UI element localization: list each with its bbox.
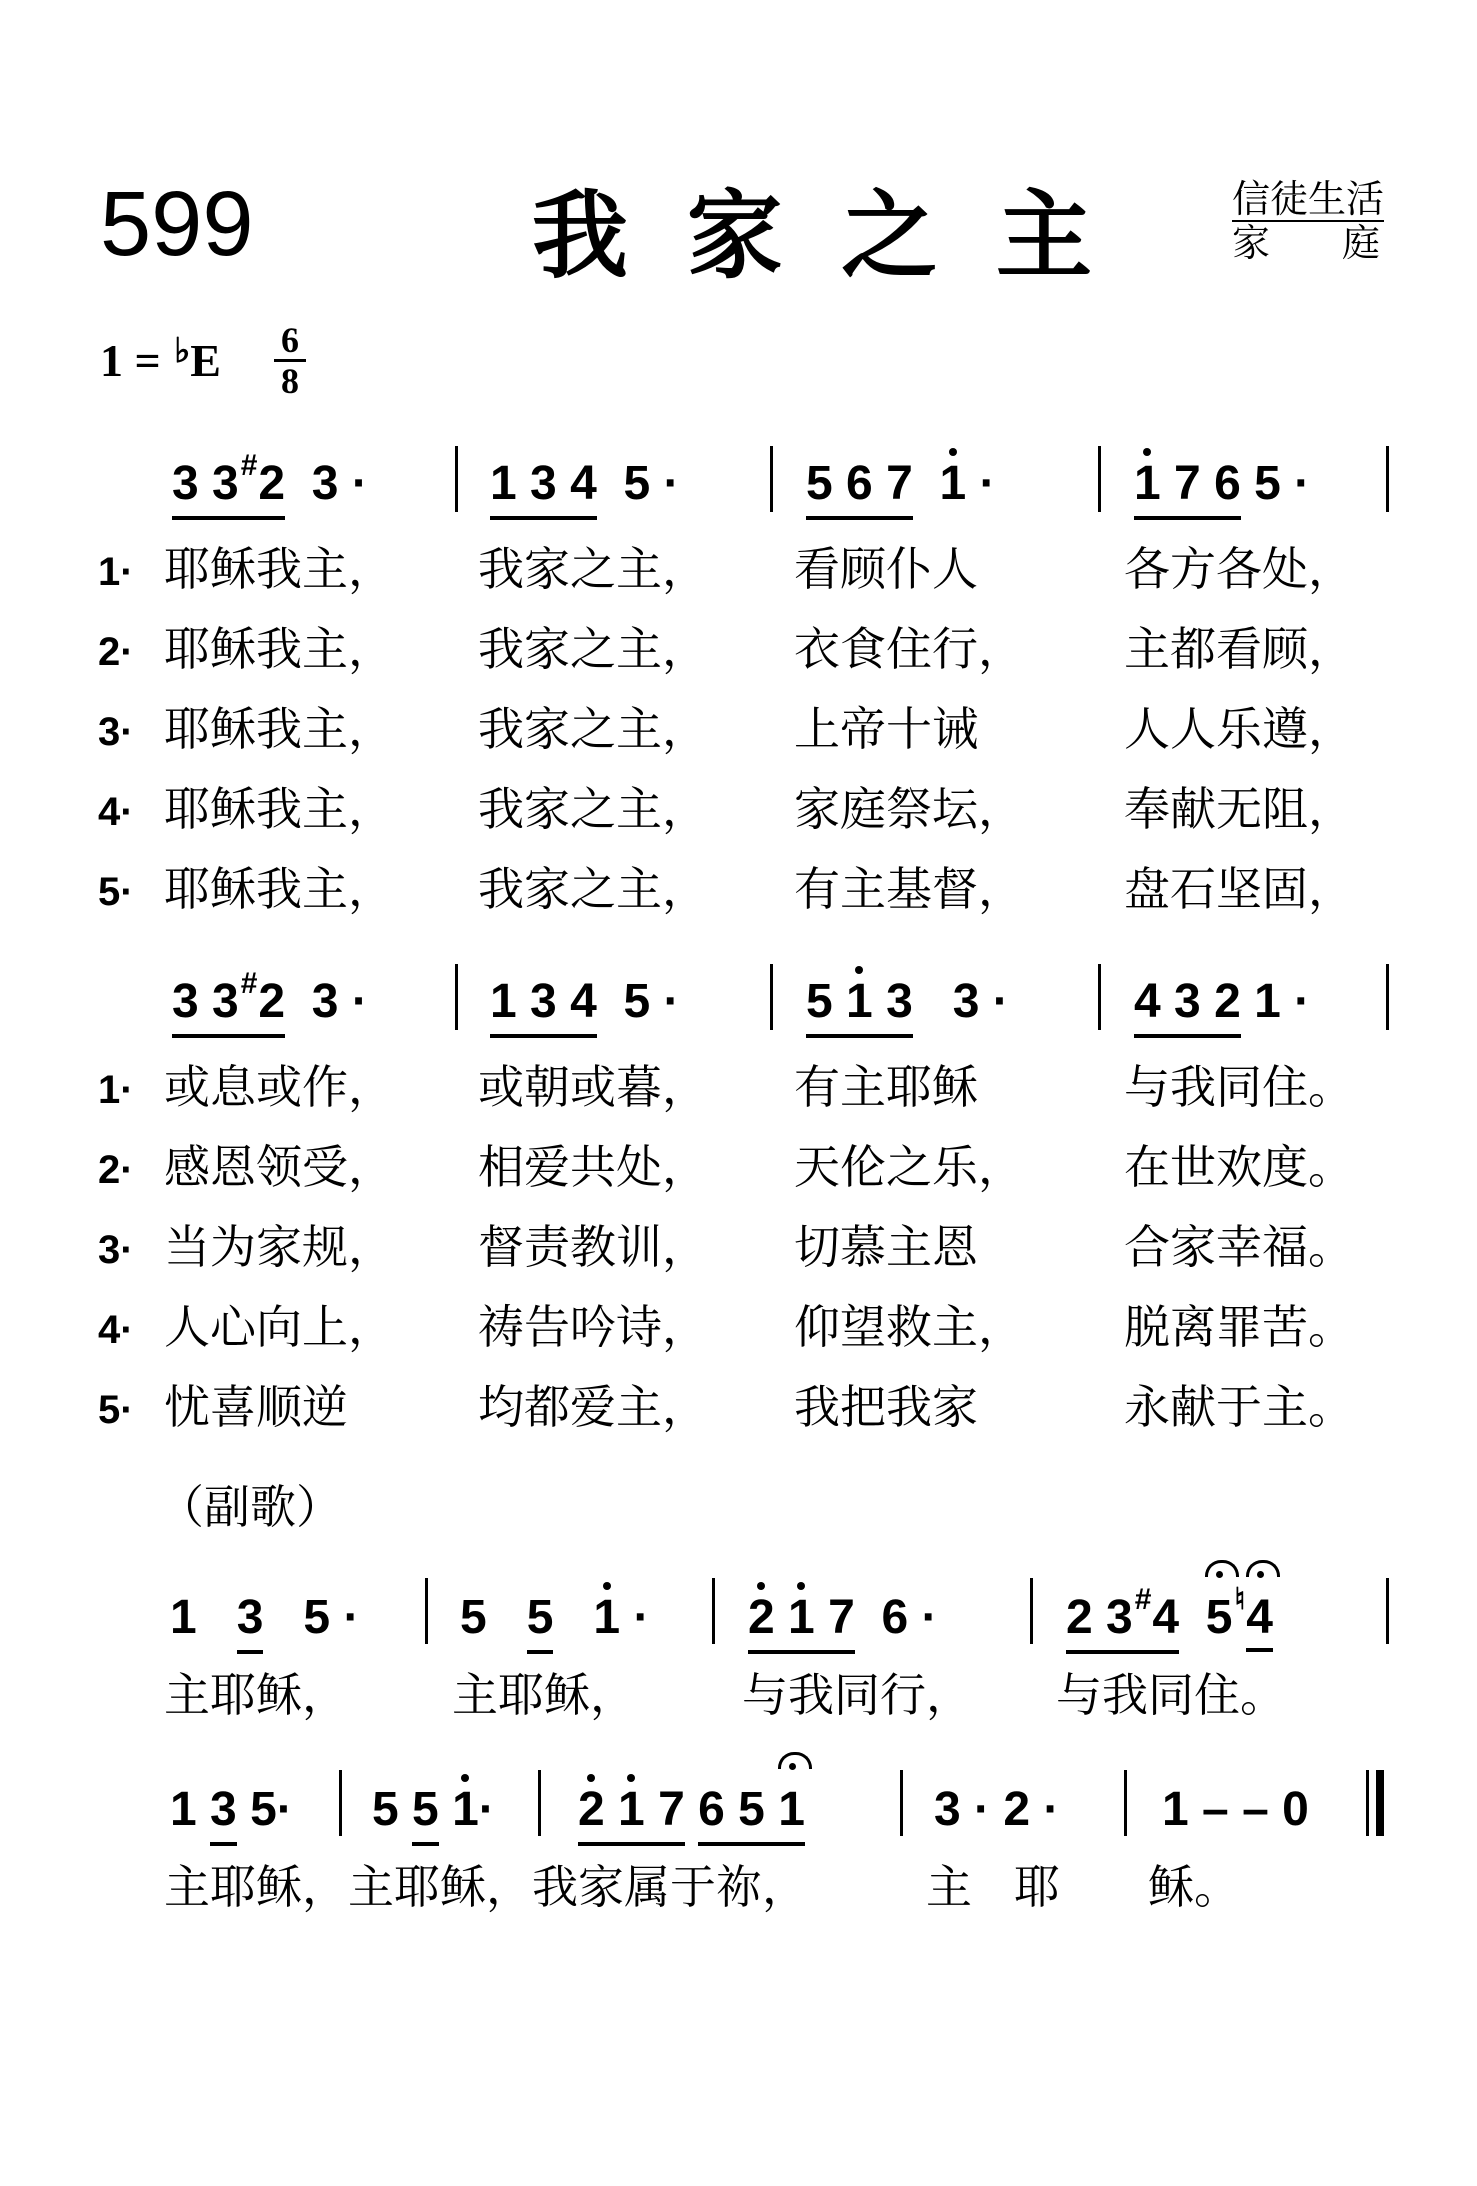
title-char: 我	[532, 179, 628, 292]
lyric: 天伦之乐，	[794, 1140, 1024, 1194]
barline	[1098, 964, 1101, 1030]
lyric: 督责教训，	[478, 1220, 708, 1274]
lyric: 我家之主，	[478, 862, 708, 916]
barline	[1386, 446, 1389, 512]
lyric: 有主基督，	[794, 862, 1024, 916]
lyric: 我家之主，	[478, 542, 708, 596]
flat-sign: ♭	[174, 333, 191, 370]
notes-c1-m4: 2 3#4 5♮4	[1066, 1594, 1273, 1652]
key-label: 1 =	[100, 335, 173, 386]
barline	[1386, 1578, 1389, 1644]
barline	[455, 446, 458, 512]
final-barline-thick	[1376, 1770, 1384, 1836]
lyric: 感恩领受，	[164, 1140, 394, 1194]
notes-c2-m3: 2 1 7 6 5 1	[578, 1786, 805, 1834]
key-note: E	[190, 335, 221, 386]
lyric: 当为家规，	[164, 1220, 394, 1274]
lyric: 耶稣我主，	[164, 542, 394, 596]
barline	[339, 1770, 342, 1836]
chorus-lyric: 与我同住。	[1056, 1668, 1286, 1722]
lyric: 或朝或暮，	[478, 1060, 708, 1114]
notes-s1-m1: 3 3#2 3 ·	[172, 460, 368, 508]
barline	[1030, 1578, 1033, 1644]
lyric: 我家之主，	[478, 622, 708, 676]
lyric: 家庭祭坛，	[794, 782, 1024, 836]
lyric: 脱离罪苦。	[1124, 1300, 1354, 1354]
barline	[538, 1770, 541, 1836]
lyric: 相爱共处，	[478, 1140, 708, 1194]
lyric: 奉献无阻，	[1124, 782, 1354, 836]
lyric: 与我同住。	[1124, 1060, 1354, 1114]
chorus-lyric: 稣。	[1148, 1860, 1240, 1914]
verse-row: 5·	[98, 870, 134, 914]
barline	[1386, 964, 1389, 1030]
lyric: 忧喜顺逆	[164, 1380, 348, 1434]
barline	[455, 964, 458, 1030]
title-char: 之	[841, 179, 938, 292]
notes-c1-m1: 1 3 5 ·	[170, 1594, 359, 1642]
verse-row: 4·	[98, 1308, 134, 1352]
lyric: 合家幸福。	[1124, 1220, 1354, 1274]
chorus-lyric: 主耶稣，主耶稣，我家属于祢，	[164, 1860, 808, 1914]
lyric: 或息或作，	[164, 1060, 394, 1114]
lyric: 主都看顾，	[1124, 622, 1354, 676]
hymn-title	[532, 179, 1092, 292]
verse-row: 4·	[98, 790, 134, 834]
lyric: 衣食住行，	[794, 622, 1024, 676]
notes-s1-m2: 1 3 4 5 ·	[490, 460, 679, 508]
lyric: 仰望救主，	[794, 1300, 1024, 1354]
barline	[770, 446, 773, 512]
hymn-number: 599	[100, 173, 254, 275]
notes-s2-m2: 1 3 4 5 ·	[490, 978, 679, 1026]
category-char: 庭	[1341, 221, 1380, 265]
verse-row: 3·	[98, 710, 134, 754]
lyric: 耶稣我主，	[164, 702, 394, 756]
barline	[1098, 446, 1101, 512]
verse-row: 2·	[98, 1148, 134, 1192]
verse-row: 2·	[98, 630, 134, 674]
lyric: 盘石坚固，	[1124, 862, 1354, 916]
lyric: 耶稣我主，	[164, 622, 394, 676]
chorus-lyric: 耶	[1014, 1860, 1060, 1914]
barline	[900, 1770, 903, 1836]
category-top: 信徒生活	[1232, 177, 1385, 221]
lyric: 我家之主，	[478, 702, 708, 756]
time-bottom: 8	[281, 361, 299, 401]
lyric: 上帝十诫	[794, 702, 978, 756]
chorus-label: （副歌）	[158, 1480, 342, 1534]
barline	[712, 1578, 715, 1644]
time-top: 6	[281, 320, 299, 360]
chorus-lyric: 与我同行，	[742, 1668, 972, 1722]
notes-s2-m4: 4 3 2 1 ·	[1134, 978, 1310, 1026]
title-char: 家	[686, 179, 783, 292]
category-char: 家	[1232, 221, 1271, 265]
notes-c2-m4: 3 · 2 ·	[934, 1783, 1060, 1836]
verse-row: 3·	[98, 1228, 134, 1272]
lyric: 切慕主恩	[794, 1220, 978, 1274]
barline	[425, 1578, 428, 1644]
verse-row: 1·	[98, 550, 134, 594]
notes-c2-m5: 1 – – 0	[1162, 1783, 1309, 1836]
lyric: 永献于主。	[1124, 1380, 1354, 1434]
notes-c1-m3: 2 1 7 6 ·	[748, 1594, 937, 1642]
notes-c1-m2: 5 5 1 ·	[460, 1594, 649, 1642]
lyric: 祷告吟诗，	[478, 1300, 708, 1354]
notes-c2-m2: 5 5 1·	[372, 1786, 495, 1834]
lyric: 各方各处，	[1124, 542, 1354, 596]
lyric: 我把我家	[794, 1380, 978, 1434]
verse-row: 5·	[98, 1388, 134, 1432]
chorus-lyric: 主	[926, 1860, 972, 1914]
lyric: 耶稣我主，	[164, 862, 394, 916]
notes-s1-m4: 1 7 6 5 ·	[1134, 460, 1310, 508]
time-signature	[274, 322, 306, 399]
lyric: 有主耶稣	[794, 1060, 978, 1114]
key-signature	[100, 333, 221, 386]
chorus-lyric: 主耶稣，	[164, 1668, 348, 1722]
notes-s2-m3: 5 1 3 3 ·	[806, 978, 1009, 1026]
lyric: 均都爱主，	[478, 1380, 708, 1434]
title-char: 主	[995, 179, 1092, 292]
chorus-lyric: 主耶稣，	[452, 1668, 636, 1722]
notes-c2-m1: 1 3 5·	[170, 1786, 293, 1834]
final-barline-thin	[1366, 1770, 1369, 1836]
notes-s2-m1: 3 3#2 3 ·	[172, 978, 368, 1026]
notes-s1-m3: 5 6 7 1 ·	[806, 460, 995, 508]
lyric: 耶稣我主，	[164, 782, 394, 836]
category-bottom	[1232, 221, 1380, 265]
lyric: 在世欢度。	[1124, 1140, 1354, 1194]
lyric: 看顾仆人	[794, 542, 978, 596]
verse-row: 1·	[98, 1068, 134, 1112]
barline	[770, 964, 773, 1030]
lyric: 我家之主，	[478, 782, 708, 836]
lyric: 人心向上，	[164, 1300, 394, 1354]
lyric: 人人乐遵，	[1124, 702, 1354, 756]
barline	[1124, 1770, 1127, 1836]
